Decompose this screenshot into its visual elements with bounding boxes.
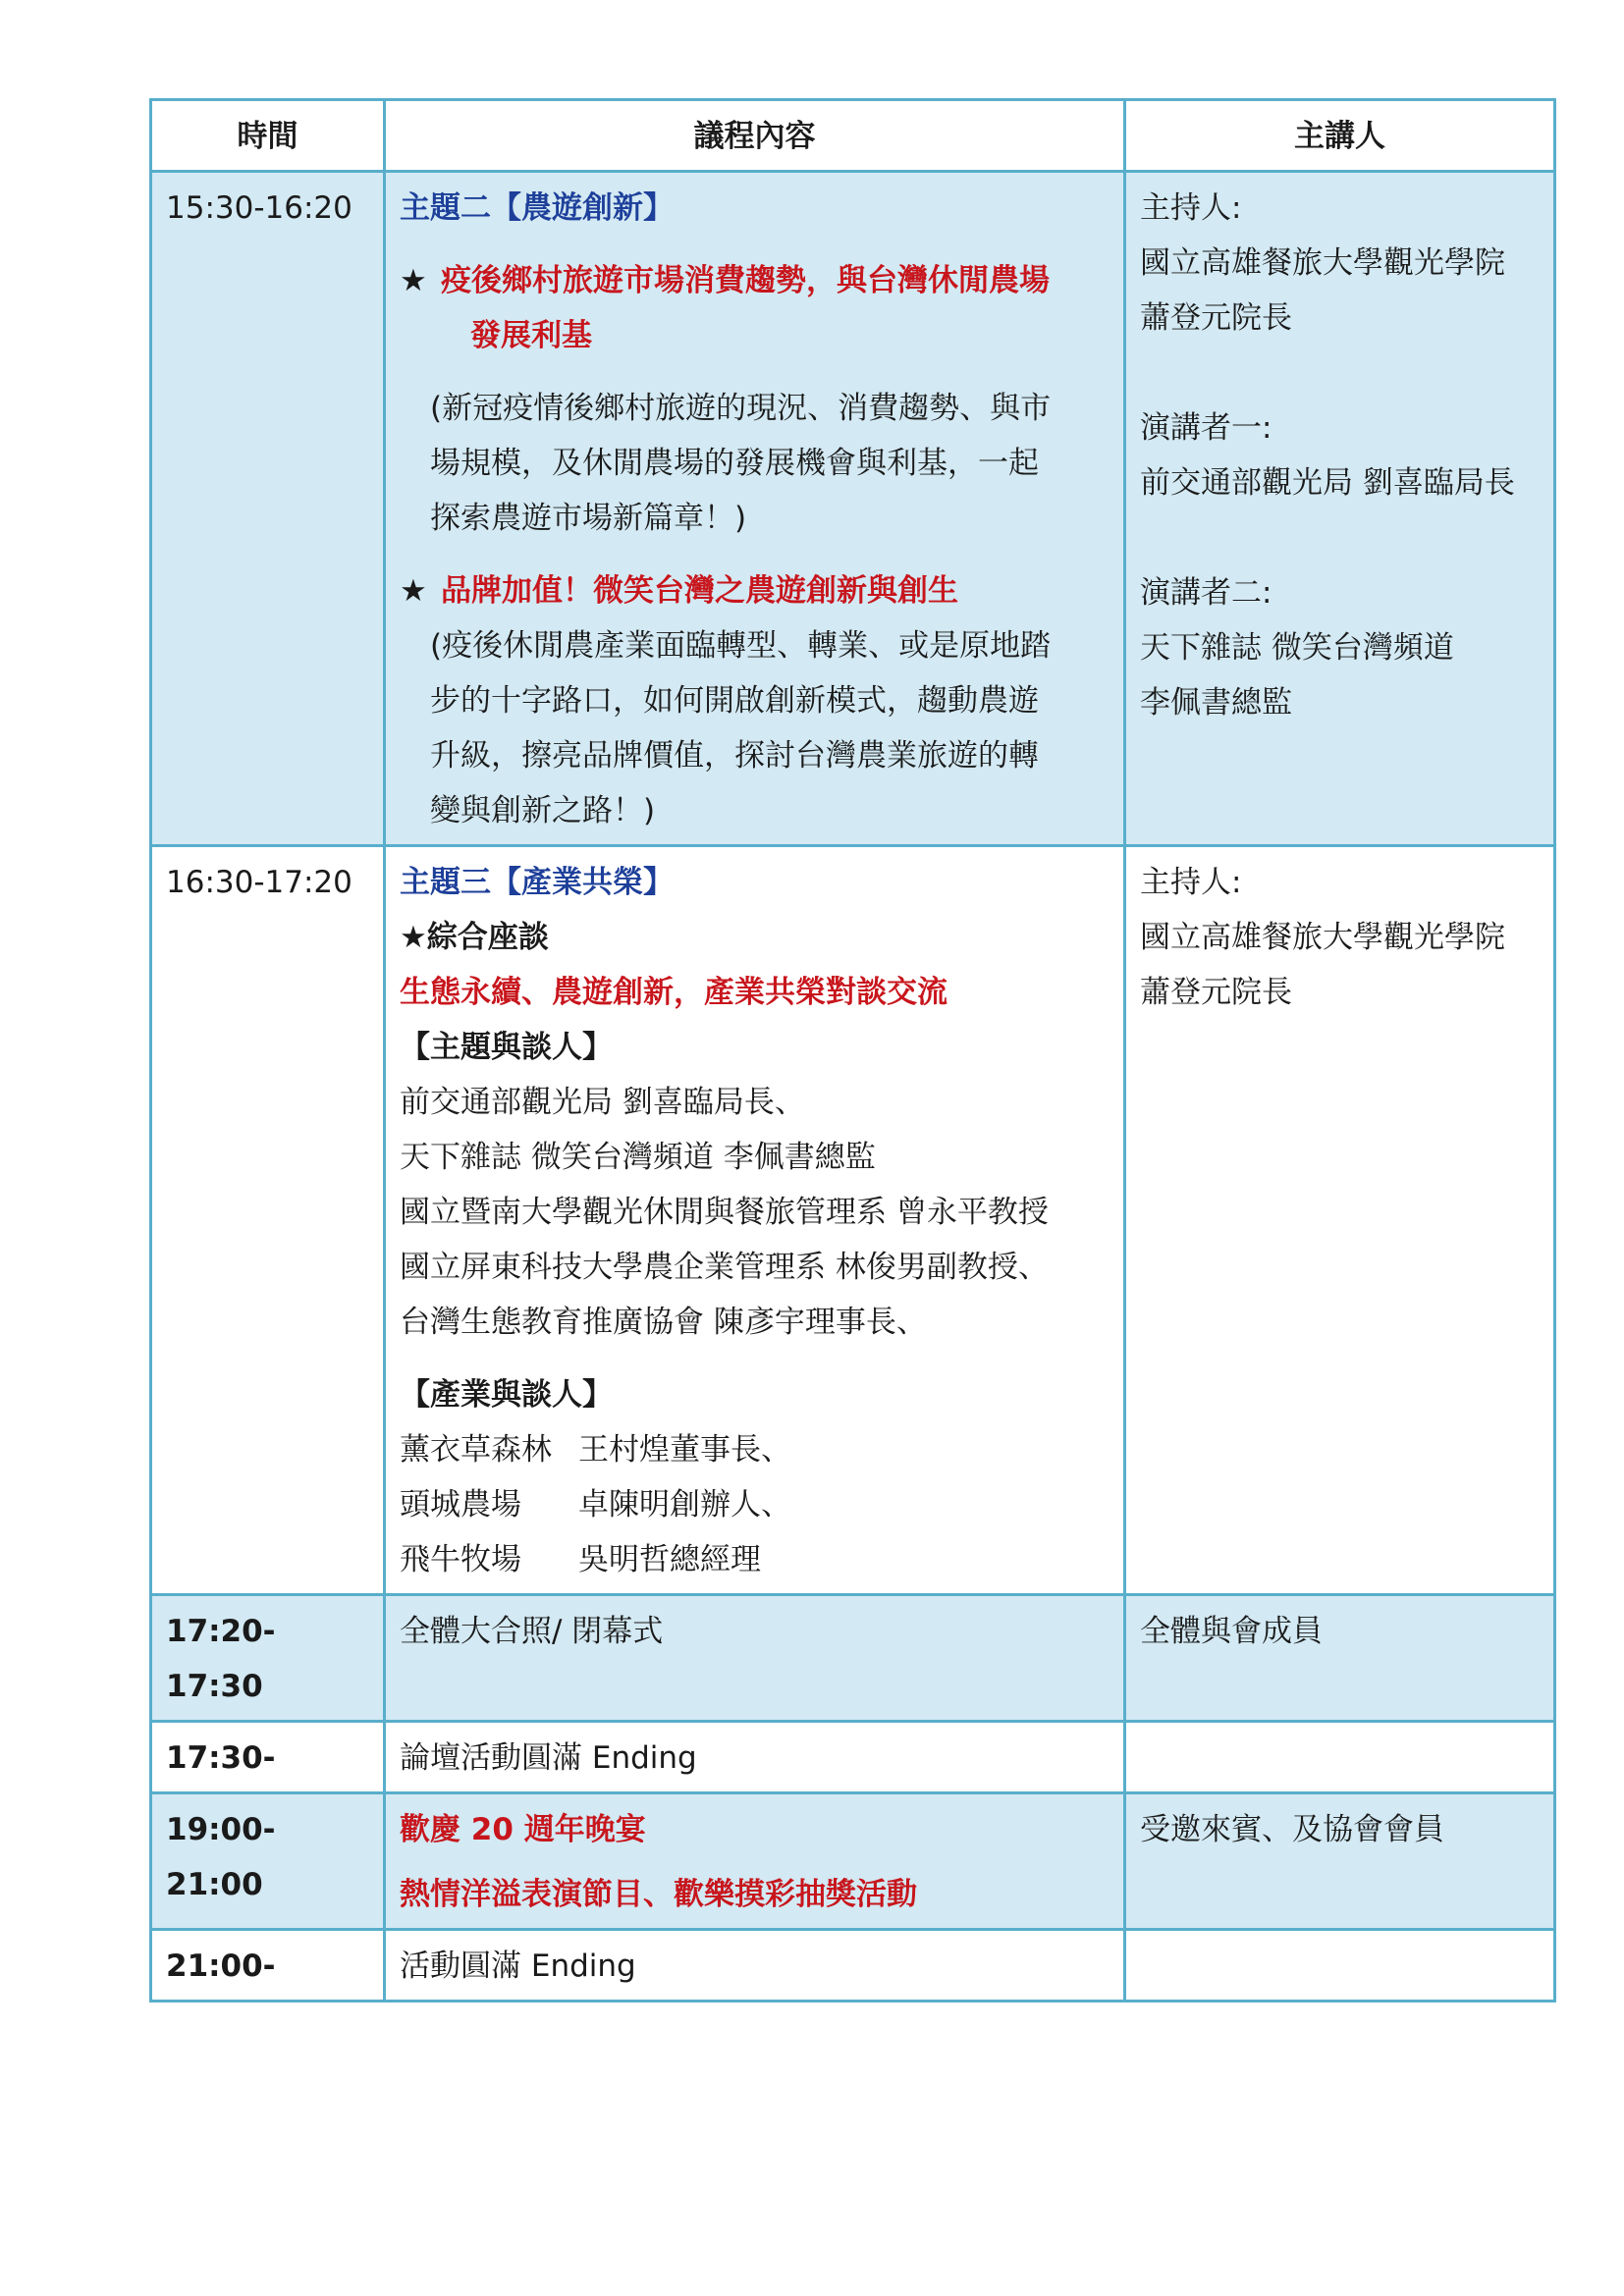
session2-row [151,172,1555,846]
panel-item: 前交通部觀光局 劉喜臨局長、 [400,1085,805,1120]
topic2-title: 品牌加值！微笑台灣之農遊創新與創生 [441,573,958,609]
session2-content [385,172,1125,846]
ending2-content: 活動圓滿 Ending [385,1930,1125,2002]
panel-item: 台灣生態教育推廣協會 陳彥宇理事長、 [400,1305,927,1340]
dinner-row [151,1793,1555,1930]
speaker1-line1: 前交通部觀光局 劉喜臨局長 [1140,465,1515,501]
ending1-speaker [1125,1722,1555,1793]
photo-time: 17:20-17:30 [151,1595,385,1722]
star-icon: ★ [400,573,427,609]
dinner-content [385,1793,1125,1930]
dinner-line1: 歡慶 20 週年晚宴 [400,1812,646,1847]
ending2-speaker [1125,1930,1555,2002]
panel-item: 天下雜誌 微笑台灣頻道 李佩書總監 [400,1140,876,1175]
header-content: 議程內容 [385,100,1125,172]
dinner-line2: 熱情洋溢表演節目、歡樂摸彩抽獎活動 [400,1877,917,1912]
header-speaker: 主講人 [1125,100,1555,172]
ending1-time: 17:30- [151,1722,385,1793]
session2-speakers [1125,172,1555,846]
desc1-line: (新冠疫情後鄉村旅遊的現況、消費趨勢、與市 [430,391,1052,426]
header-time: 時間 [151,100,385,172]
dinner-speaker: 受邀來賓、及協會會員 [1125,1793,1555,1930]
desc1-line: 場規模，及休閒農場的發展機會與利基，一起 [430,446,1039,481]
industry-item [400,1422,1110,1477]
host-label: 主持人: [1140,190,1242,226]
speaker2-label: 演講者二: [1140,575,1272,611]
speaker1-label: 演講者一: [1140,410,1272,446]
dinner-time: 19:00-21:00 [151,1793,385,1930]
ending1-content: 論壇活動圓滿 Ending [385,1722,1125,1793]
industry-person: 卓陳明創辦人、 [578,1487,791,1522]
desc2-line: 步的十字路口，如何開啟創新模式，趨動農遊 [430,683,1039,719]
session3-time: 16:30-17:20 [151,846,385,1595]
topic1-line2: 發展利基 [470,318,592,353]
ending2-row [151,1930,1555,2002]
host-line2: 蕭登元院長 [1140,300,1292,336]
photo-row [151,1595,1555,1722]
host-line1: 國立高雄餐旅大學觀光學院 [1140,245,1505,281]
ending1-row [151,1722,1555,1793]
host-label: 主持人: [1140,865,1242,900]
panel-item: 國立暨南大學觀光休閒與餐旅管理系 曾永平教授 [400,1195,1049,1230]
speaker2-line2: 李佩書總監 [1140,685,1292,721]
photo-content: 全體大合照/ 閉幕式 [385,1595,1125,1722]
session3-row [151,846,1555,1595]
industry-person: 王村煌董事長、 [578,1432,791,1468]
session2-theme: 主題二【農遊創新】 [400,190,674,226]
host-line1: 國立高雄餐旅大學觀光學院 [1140,920,1505,955]
industry-item [400,1477,1110,1532]
session2-topic1 [400,253,1110,363]
desc2-line: 變與創新之路！) [430,793,656,828]
star-icon: ★ [400,263,427,298]
panel-item: 國立屏東科技大學農企業管理系 林俊男副教授、 [400,1250,1049,1285]
desc1-line: 探索農遊市場新篇章！) [430,501,747,536]
agenda-table [149,98,1556,2002]
industry-item [400,1532,1110,1587]
industry-org: 飛牛牧場 [400,1542,521,1577]
industry-person: 吳明哲總經理 [578,1542,761,1577]
speaker2-line1: 天下雜誌 微笑台灣頻道 [1140,630,1454,666]
session2-desc1 [400,381,1110,546]
forum-label: ★綜合座談 [400,920,549,955]
desc2-line: 升級，擦亮品牌價值，探討台灣農業旅遊的轉 [430,738,1039,774]
session2-time: 15:30-16:20 [151,172,385,846]
header-row [151,100,1555,172]
ending2-time: 21:00- [151,1930,385,2002]
industry-heading: 【產業與談人】 [400,1377,613,1413]
session2-desc2 [400,618,1110,838]
session3-theme: 主題三【產業共榮】 [400,865,674,900]
panel-heading: 【主題與談人】 [400,1030,613,1065]
session2-topic2 [400,563,1110,618]
topic1-line1: 疫後鄉村旅遊市場消費趨勢，與台灣休閒農場 [441,263,1050,298]
host-line2: 蕭登元院長 [1140,975,1292,1010]
session3-content [385,846,1125,1595]
photo-speaker: 全體與會成員 [1125,1595,1555,1722]
desc2-line: (疫後休閒農產業面臨轉型、轉業、或是原地踏 [430,628,1052,664]
forum-title: 生態永續、農遊創新，產業共榮對談交流 [400,975,947,1010]
session3-speakers [1125,846,1555,1595]
industry-org: 薰衣草森林 [400,1432,552,1468]
industry-org: 頭城農場 [400,1487,521,1522]
